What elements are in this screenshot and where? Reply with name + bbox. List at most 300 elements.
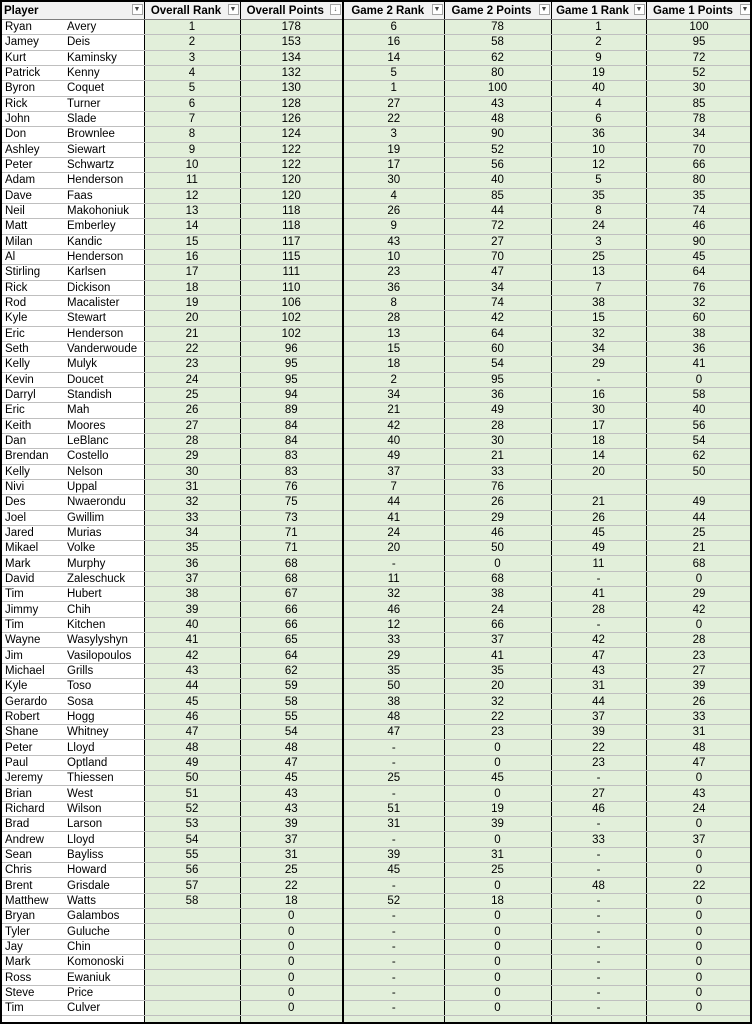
overall-rank-cell[interactable]: 44 <box>144 679 240 694</box>
first-name-cell[interactable]: Neil <box>2 203 64 218</box>
first-name-cell[interactable]: Wayne <box>2 633 64 648</box>
game2-rank-cell[interactable]: 21 <box>343 403 444 418</box>
overall-rank-cell[interactable]: 31 <box>144 479 240 494</box>
overall-points-cell[interactable]: 62 <box>240 663 343 678</box>
game1-rank-cell[interactable]: 28 <box>551 602 646 617</box>
game1-rank-cell[interactable]: - <box>551 817 646 832</box>
game1-points-cell[interactable]: 47 <box>646 755 752 770</box>
overall-points-cell[interactable]: 0 <box>240 955 343 970</box>
game2-points-cell[interactable]: 85 <box>444 188 551 203</box>
overall-points-cell[interactable]: 54 <box>240 725 343 740</box>
game1-points-cell[interactable]: 37 <box>646 832 752 847</box>
game2-rank-cell[interactable]: 8 <box>343 295 444 310</box>
empty-cell[interactable] <box>64 1016 144 1023</box>
overall-points-cell[interactable]: 31 <box>240 847 343 862</box>
overall-rank-cell[interactable]: 24 <box>144 372 240 387</box>
overall-rank-cell[interactable]: 20 <box>144 311 240 326</box>
first-name-cell[interactable]: Nivi <box>2 479 64 494</box>
game1-rank-cell[interactable]: 44 <box>551 694 646 709</box>
game2-rank-cell[interactable]: 50 <box>343 679 444 694</box>
overall-points-cell[interactable]: 73 <box>240 510 343 525</box>
last-name-cell[interactable]: Henderson <box>64 326 144 341</box>
game2-rank-cell[interactable]: 12 <box>343 617 444 632</box>
overall-points-cell[interactable]: 66 <box>240 617 343 632</box>
first-name-cell[interactable]: Tim <box>2 587 64 602</box>
game1-points-cell[interactable]: 0 <box>646 985 752 1000</box>
overall-rank-cell[interactable]: 37 <box>144 571 240 586</box>
first-name-cell[interactable]: John <box>2 111 64 126</box>
first-name-cell[interactable]: Tim <box>2 1001 64 1016</box>
game2-rank-cell[interactable]: 10 <box>343 249 444 264</box>
game1-rank-cell[interactable]: 5 <box>551 173 646 188</box>
first-name-cell[interactable]: Ross <box>2 970 64 985</box>
game1-rank-cell[interactable]: - <box>551 924 646 939</box>
game2-rank-cell[interactable]: 1 <box>343 81 444 96</box>
game2-rank-cell[interactable]: 16 <box>343 35 444 50</box>
game1-rank-cell[interactable]: 19 <box>551 65 646 80</box>
game1-points-cell[interactable]: 29 <box>646 587 752 602</box>
first-name-cell[interactable]: Jim <box>2 648 64 663</box>
game2-points-cell[interactable]: 36 <box>444 387 551 402</box>
overall-points-cell[interactable]: 118 <box>240 203 343 218</box>
game2-rank-cell[interactable]: 19 <box>343 142 444 157</box>
overall-rank-cell[interactable]: 47 <box>144 725 240 740</box>
last-name-cell[interactable]: Wasylyshyn <box>64 633 144 648</box>
game1-rank-cell[interactable]: 14 <box>551 449 646 464</box>
game2-rank-cell[interactable]: 47 <box>343 725 444 740</box>
overall-rank-cell[interactable]: 15 <box>144 234 240 249</box>
game1-points-cell[interactable]: 74 <box>646 203 752 218</box>
first-name-cell[interactable]: Jeremy <box>2 771 64 786</box>
game2-rank-cell[interactable]: 3 <box>343 127 444 142</box>
overall-rank-cell[interactable] <box>144 909 240 924</box>
game1-points-cell[interactable]: 36 <box>646 341 752 356</box>
game1-rank-cell[interactable]: 42 <box>551 633 646 648</box>
last-name-cell[interactable]: Mulyk <box>64 357 144 372</box>
game1-points-cell[interactable]: 0 <box>646 863 752 878</box>
game2-rank-cell[interactable]: 44 <box>343 495 444 510</box>
game2-points-cell[interactable]: 68 <box>444 571 551 586</box>
game2-rank-cell[interactable]: 30 <box>343 173 444 188</box>
game1-points-cell[interactable]: 52 <box>646 65 752 80</box>
game2-rank-cell[interactable]: 20 <box>343 541 444 556</box>
game1-rank-cell[interactable]: 22 <box>551 740 646 755</box>
game1-rank-cell[interactable]: 47 <box>551 648 646 663</box>
game2-rank-cell[interactable]: 6 <box>343 20 444 35</box>
game2-rank-cell[interactable]: 2 <box>343 372 444 387</box>
first-name-cell[interactable]: Robert <box>2 709 64 724</box>
last-name-cell[interactable]: Chih <box>64 602 144 617</box>
first-name-cell[interactable]: Darryl <box>2 387 64 402</box>
first-name-cell[interactable]: Peter <box>2 740 64 755</box>
last-name-cell[interactable]: Lloyd <box>64 740 144 755</box>
filter-dropdown-icon[interactable]: ▼ <box>228 4 239 15</box>
game1-points-cell[interactable]: 26 <box>646 694 752 709</box>
overall-points-cell[interactable]: 71 <box>240 541 343 556</box>
overall-rank-cell[interactable]: 46 <box>144 709 240 724</box>
overall-points-cell[interactable]: 89 <box>240 403 343 418</box>
overall-points-cell[interactable]: 76 <box>240 479 343 494</box>
game2-points-cell[interactable]: 0 <box>444 832 551 847</box>
first-name-cell[interactable]: Eric <box>2 326 64 341</box>
game1-points-cell[interactable]: 22 <box>646 878 752 893</box>
game2-points-cell[interactable]: 23 <box>444 725 551 740</box>
game2-points-cell[interactable]: 20 <box>444 679 551 694</box>
game1-points-cell[interactable]: 0 <box>646 970 752 985</box>
game2-rank-cell[interactable]: 9 <box>343 219 444 234</box>
last-name-cell[interactable]: Mah <box>64 403 144 418</box>
game1-points-cell[interactable]: 23 <box>646 648 752 663</box>
overall-points-cell[interactable]: 0 <box>240 1001 343 1016</box>
game2-points-cell[interactable]: 30 <box>444 433 551 448</box>
game1-points-cell[interactable]: 25 <box>646 525 752 540</box>
game2-rank-cell[interactable]: - <box>343 924 444 939</box>
overall-points-cell[interactable]: 106 <box>240 295 343 310</box>
game1-rank-cell[interactable]: 20 <box>551 464 646 479</box>
overall-rank-cell[interactable]: 18 <box>144 280 240 295</box>
game2-points-cell[interactable]: 42 <box>444 311 551 326</box>
game2-rank-cell[interactable]: 11 <box>343 571 444 586</box>
first-name-cell[interactable]: Adam <box>2 173 64 188</box>
overall-points-cell[interactable]: 43 <box>240 801 343 816</box>
overall-rank-cell[interactable] <box>144 924 240 939</box>
overall-points-cell[interactable]: 43 <box>240 786 343 801</box>
last-name-cell[interactable]: Ewaniuk <box>64 970 144 985</box>
game1-rank-cell[interactable]: 4 <box>551 96 646 111</box>
game2-points-cell[interactable]: 45 <box>444 771 551 786</box>
last-name-cell[interactable]: Wilson <box>64 801 144 816</box>
last-name-cell[interactable]: Gwillim <box>64 510 144 525</box>
game2-rank-cell[interactable]: 31 <box>343 817 444 832</box>
game1-rank-cell[interactable]: 40 <box>551 81 646 96</box>
first-name-cell[interactable]: Rick <box>2 280 64 295</box>
first-name-cell[interactable]: Seth <box>2 341 64 356</box>
first-name-cell[interactable]: Mark <box>2 955 64 970</box>
game1-rank-cell[interactable]: 7 <box>551 280 646 295</box>
game2-rank-cell[interactable]: 25 <box>343 771 444 786</box>
game1-points-cell[interactable]: 0 <box>646 909 752 924</box>
first-name-cell[interactable]: David <box>2 571 64 586</box>
last-name-cell[interactable]: Whitney <box>64 725 144 740</box>
overall-rank-cell[interactable]: 53 <box>144 817 240 832</box>
overall-points-cell[interactable]: 128 <box>240 96 343 111</box>
first-name-cell[interactable]: Dan <box>2 433 64 448</box>
overall-points-cell[interactable]: 120 <box>240 188 343 203</box>
first-name-cell[interactable]: Andrew <box>2 832 64 847</box>
game1-points-cell[interactable]: 58 <box>646 387 752 402</box>
overall-points-cell[interactable]: 96 <box>240 341 343 356</box>
game1-points-cell[interactable]: 49 <box>646 495 752 510</box>
game2-rank-cell[interactable]: 49 <box>343 449 444 464</box>
game2-points-cell[interactable]: 32 <box>444 694 551 709</box>
game1-rank-cell[interactable]: - <box>551 372 646 387</box>
overall-points-cell[interactable]: 126 <box>240 111 343 126</box>
game1-rank-cell[interactable]: 17 <box>551 418 646 433</box>
last-name-cell[interactable]: Galambos <box>64 909 144 924</box>
first-name-cell[interactable]: Shane <box>2 725 64 740</box>
first-name-cell[interactable]: Kelly <box>2 357 64 372</box>
game2-points-cell[interactable]: 34 <box>444 280 551 295</box>
last-name-cell[interactable]: West <box>64 786 144 801</box>
last-name-cell[interactable]: Optland <box>64 755 144 770</box>
game2-rank-cell[interactable]: 28 <box>343 311 444 326</box>
game1-rank-cell[interactable]: 37 <box>551 709 646 724</box>
game2-rank-cell[interactable]: 35 <box>343 663 444 678</box>
overall-points-cell[interactable]: 0 <box>240 939 343 954</box>
last-name-cell[interactable]: Guluche <box>64 924 144 939</box>
last-name-cell[interactable]: Kitchen <box>64 617 144 632</box>
overall-rank-cell[interactable]: 26 <box>144 403 240 418</box>
game1-points-cell[interactable]: 80 <box>646 173 752 188</box>
game1-rank-cell[interactable]: - <box>551 617 646 632</box>
game1-rank-cell[interactable]: 9 <box>551 50 646 65</box>
game1-points-cell[interactable]: 90 <box>646 234 752 249</box>
game2-points-cell[interactable]: 0 <box>444 556 551 571</box>
game2-rank-cell[interactable]: 43 <box>343 234 444 249</box>
first-name-cell[interactable]: Paul <box>2 755 64 770</box>
overall-rank-cell[interactable] <box>144 1001 240 1016</box>
last-name-cell[interactable]: LeBlanc <box>64 433 144 448</box>
game1-points-cell[interactable]: 78 <box>646 111 752 126</box>
last-name-cell[interactable]: Vasilopoulos <box>64 648 144 663</box>
overall-rank-cell[interactable]: 6 <box>144 96 240 111</box>
overall-rank-cell[interactable]: 3 <box>144 50 240 65</box>
game2-points-cell[interactable]: 0 <box>444 909 551 924</box>
game2-points-cell[interactable]: 58 <box>444 35 551 50</box>
game1-rank-cell[interactable]: 6 <box>551 111 646 126</box>
overall-rank-cell[interactable]: 43 <box>144 663 240 678</box>
game2-points-cell[interactable]: 0 <box>444 786 551 801</box>
first-name-cell[interactable]: Kyle <box>2 679 64 694</box>
overall-rank-cell[interactable]: 27 <box>144 418 240 433</box>
game1-rank-cell[interactable]: 8 <box>551 203 646 218</box>
game2-points-cell[interactable]: 64 <box>444 326 551 341</box>
game1-points-cell[interactable]: 24 <box>646 801 752 816</box>
last-name-cell[interactable]: Siewart <box>64 142 144 157</box>
game2-rank-cell[interactable]: 27 <box>343 96 444 111</box>
filter-dropdown-icon[interactable]: ▼ <box>634 4 645 15</box>
game1-rank-cell[interactable]: - <box>551 571 646 586</box>
game2-points-cell[interactable]: 52 <box>444 142 551 157</box>
game1-points-cell[interactable]: 27 <box>646 663 752 678</box>
first-name-cell[interactable]: Mark <box>2 556 64 571</box>
game2-rank-cell[interactable]: 42 <box>343 418 444 433</box>
overall-points-cell[interactable]: 110 <box>240 280 343 295</box>
last-name-cell[interactable]: Slade <box>64 111 144 126</box>
first-name-cell[interactable]: Kurt <box>2 50 64 65</box>
game1-points-cell[interactable]: 0 <box>646 955 752 970</box>
game2-rank-cell[interactable]: 32 <box>343 587 444 602</box>
first-name-cell[interactable]: Dave <box>2 188 64 203</box>
last-name-cell[interactable]: Chin <box>64 939 144 954</box>
game2-points-cell[interactable]: 0 <box>444 985 551 1000</box>
game1-points-cell[interactable]: 0 <box>646 893 752 908</box>
overall-rank-cell[interactable]: 58 <box>144 893 240 908</box>
game2-points-cell[interactable]: 39 <box>444 817 551 832</box>
game1-rank-cell[interactable]: 39 <box>551 725 646 740</box>
first-name-cell[interactable]: Mikael <box>2 541 64 556</box>
first-name-cell[interactable]: Peter <box>2 157 64 172</box>
game1-points-cell[interactable]: 0 <box>646 939 752 954</box>
overall-rank-cell[interactable] <box>144 955 240 970</box>
game1-points-cell[interactable]: 54 <box>646 433 752 448</box>
first-name-cell[interactable]: Kyle <box>2 311 64 326</box>
game1-rank-cell[interactable]: 32 <box>551 326 646 341</box>
last-name-cell[interactable]: Zaleschuck <box>64 571 144 586</box>
overall-points-cell[interactable]: 115 <box>240 249 343 264</box>
game2-rank-cell[interactable]: 17 <box>343 157 444 172</box>
game2-points-cell[interactable]: 25 <box>444 863 551 878</box>
last-name-cell[interactable]: Price <box>64 985 144 1000</box>
first-name-cell[interactable]: Kelly <box>2 464 64 479</box>
overall-points-cell[interactable]: 84 <box>240 418 343 433</box>
last-name-cell[interactable]: Doucet <box>64 372 144 387</box>
game1-points-cell[interactable]: 64 <box>646 265 752 280</box>
game2-rank-cell[interactable]: 45 <box>343 863 444 878</box>
game2-points-cell[interactable]: 28 <box>444 418 551 433</box>
game2-points-cell[interactable]: 66 <box>444 617 551 632</box>
game2-rank-cell[interactable]: 33 <box>343 633 444 648</box>
game2-points-cell[interactable]: 26 <box>444 495 551 510</box>
game1-points-cell[interactable]: 40 <box>646 403 752 418</box>
overall-rank-cell[interactable]: 22 <box>144 341 240 356</box>
game2-points-cell[interactable]: 76 <box>444 479 551 494</box>
game1-points-cell[interactable]: 0 <box>646 847 752 862</box>
overall-rank-cell[interactable]: 14 <box>144 219 240 234</box>
last-name-cell[interactable]: Watts <box>64 893 144 908</box>
game1-rank-cell[interactable]: 33 <box>551 832 646 847</box>
overall-rank-cell[interactable]: 35 <box>144 541 240 556</box>
first-name-cell[interactable]: Al <box>2 249 64 264</box>
game2-rank-cell[interactable]: 14 <box>343 50 444 65</box>
game2-points-cell[interactable]: 18 <box>444 893 551 908</box>
overall-rank-cell[interactable]: 13 <box>144 203 240 218</box>
overall-rank-cell[interactable]: 7 <box>144 111 240 126</box>
overall-rank-cell[interactable] <box>144 939 240 954</box>
empty-cell[interactable] <box>646 1016 752 1023</box>
first-name-cell[interactable]: Matthew <box>2 893 64 908</box>
empty-cell[interactable] <box>240 1016 343 1023</box>
last-name-cell[interactable]: Stewart <box>64 311 144 326</box>
game2-points-cell[interactable]: 0 <box>444 878 551 893</box>
game2-points-cell[interactable]: 0 <box>444 970 551 985</box>
filter-dropdown-icon[interactable]: ▼ <box>432 4 443 15</box>
last-name-cell[interactable]: Murphy <box>64 556 144 571</box>
first-name-cell[interactable]: Don <box>2 127 64 142</box>
overall-rank-cell[interactable] <box>144 970 240 985</box>
last-name-cell[interactable]: Standish <box>64 387 144 402</box>
last-name-cell[interactable]: Uppal <box>64 479 144 494</box>
game1-points-cell[interactable]: 35 <box>646 188 752 203</box>
overall-points-cell[interactable]: 134 <box>240 50 343 65</box>
game1-points-cell[interactable]: 44 <box>646 510 752 525</box>
game2-points-cell[interactable]: 41 <box>444 648 551 663</box>
game1-rank-cell[interactable]: - <box>551 771 646 786</box>
overall-rank-cell[interactable]: 28 <box>144 433 240 448</box>
game1-points-cell[interactable]: 60 <box>646 311 752 326</box>
overall-points-cell[interactable]: 153 <box>240 35 343 50</box>
first-name-cell[interactable]: Brian <box>2 786 64 801</box>
game2-points-cell[interactable]: 43 <box>444 96 551 111</box>
overall-rank-cell[interactable]: 21 <box>144 326 240 341</box>
overall-points-cell[interactable]: 0 <box>240 924 343 939</box>
game1-rank-cell[interactable]: 46 <box>551 801 646 816</box>
empty-cell[interactable] <box>551 1016 646 1023</box>
game2-rank-cell[interactable]: 5 <box>343 65 444 80</box>
overall-points-cell[interactable]: 102 <box>240 311 343 326</box>
overall-points-cell[interactable]: 111 <box>240 265 343 280</box>
overall-points-cell[interactable]: 47 <box>240 755 343 770</box>
game1-points-cell[interactable]: 0 <box>646 372 752 387</box>
game2-points-cell[interactable]: 49 <box>444 403 551 418</box>
game1-points-cell[interactable]: 95 <box>646 35 752 50</box>
overall-rank-cell[interactable]: 19 <box>144 295 240 310</box>
first-name-cell[interactable]: Bryan <box>2 909 64 924</box>
overall-rank-cell[interactable]: 49 <box>144 755 240 770</box>
overall-points-cell[interactable]: 132 <box>240 65 343 80</box>
game1-points-cell[interactable]: 0 <box>646 924 752 939</box>
empty-cell[interactable] <box>343 1016 444 1023</box>
overall-points-cell[interactable]: 64 <box>240 648 343 663</box>
first-name-cell[interactable]: Joel <box>2 510 64 525</box>
first-name-cell[interactable]: Matt <box>2 219 64 234</box>
empty-cell[interactable] <box>2 1016 64 1023</box>
overall-points-cell[interactable]: 58 <box>240 694 343 709</box>
last-name-cell[interactable]: Henderson <box>64 173 144 188</box>
game1-points-cell[interactable]: 0 <box>646 617 752 632</box>
last-name-cell[interactable]: Coquet <box>64 81 144 96</box>
game2-rank-cell[interactable]: - <box>343 878 444 893</box>
game2-points-cell[interactable]: 0 <box>444 955 551 970</box>
game2-rank-cell[interactable]: 26 <box>343 203 444 218</box>
first-name-cell[interactable]: Des <box>2 495 64 510</box>
overall-rank-cell[interactable]: 50 <box>144 771 240 786</box>
overall-rank-cell[interactable]: 23 <box>144 357 240 372</box>
game1-rank-cell[interactable]: 21 <box>551 495 646 510</box>
game2-points-cell[interactable]: 37 <box>444 633 551 648</box>
game2-points-cell[interactable]: 0 <box>444 939 551 954</box>
game1-points-cell[interactable]: 21 <box>646 541 752 556</box>
overall-points-cell[interactable]: 48 <box>240 740 343 755</box>
overall-points-cell[interactable]: 59 <box>240 679 343 694</box>
overall-rank-cell[interactable]: 51 <box>144 786 240 801</box>
overall-points-cell[interactable]: 0 <box>240 970 343 985</box>
game1-points-cell[interactable]: 76 <box>646 280 752 295</box>
game2-rank-cell[interactable]: - <box>343 740 444 755</box>
game1-rank-cell[interactable]: 41 <box>551 587 646 602</box>
game1-rank-cell[interactable]: 10 <box>551 142 646 157</box>
overall-points-cell[interactable]: 95 <box>240 372 343 387</box>
game1-rank-cell[interactable]: 3 <box>551 234 646 249</box>
last-name-cell[interactable]: Emberley <box>64 219 144 234</box>
game1-points-cell[interactable]: 68 <box>646 556 752 571</box>
game2-rank-cell[interactable]: - <box>343 755 444 770</box>
last-name-cell[interactable]: Turner <box>64 96 144 111</box>
overall-points-cell[interactable]: 120 <box>240 173 343 188</box>
game1-points-cell[interactable]: 30 <box>646 81 752 96</box>
game2-points-cell[interactable]: 0 <box>444 755 551 770</box>
overall-points-cell[interactable]: 65 <box>240 633 343 648</box>
overall-points-cell[interactable]: 118 <box>240 219 343 234</box>
overall-rank-cell[interactable]: 1 <box>144 20 240 35</box>
last-name-cell[interactable]: Nelson <box>64 464 144 479</box>
last-name-cell[interactable]: Hogg <box>64 709 144 724</box>
filter-dropdown-icon[interactable]: ▼ <box>539 4 550 15</box>
last-name-cell[interactable]: Costello <box>64 449 144 464</box>
game2-rank-cell[interactable]: 52 <box>343 893 444 908</box>
game1-points-cell[interactable]: 50 <box>646 464 752 479</box>
overall-points-cell[interactable]: 71 <box>240 525 343 540</box>
